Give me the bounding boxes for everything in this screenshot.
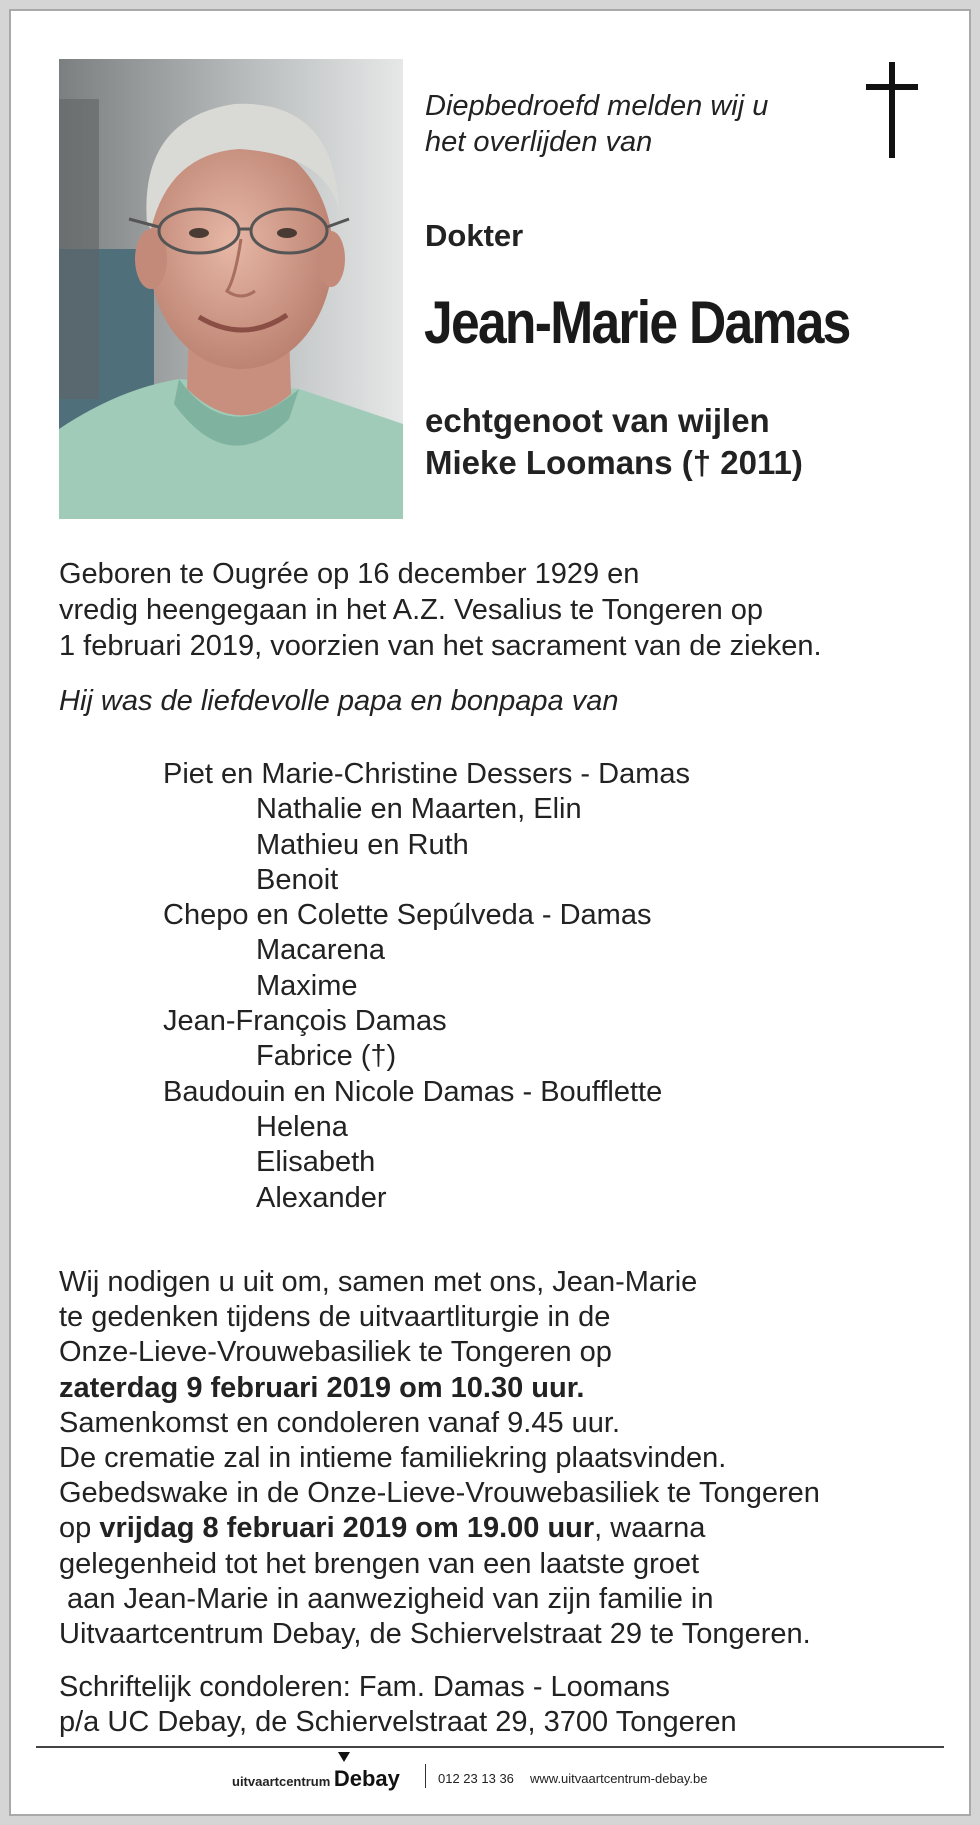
child-name: Chepo en Colette Sepúlveda - Damas bbox=[163, 899, 652, 932]
spouse-line: echtgenoot van wijlen bbox=[425, 402, 770, 439]
funeral-line: aan Jean-Marie in aanwezigheid van zijn familie in bbox=[59, 1582, 714, 1615]
funeral-line: De crematie zal in intieme familiekring plaatsvinden. bbox=[59, 1442, 727, 1475]
grandchild-name: Macarena bbox=[256, 934, 385, 967]
vigil-date: vrijdag 8 februari 2019 om 19.00 uur bbox=[99, 1512, 595, 1545]
birth-paragraph bbox=[59, 556, 822, 664]
funeral-line: te gedenken tijdens de uitvaartliturgie in de bbox=[59, 1301, 611, 1334]
funeral-line: gelegenheid tot het brengen van een laatste groet bbox=[59, 1547, 700, 1580]
grandchild-name: Elisabeth bbox=[256, 1146, 376, 1179]
grandchild-name: Benoit bbox=[256, 863, 339, 896]
condolence-paragraph bbox=[59, 1670, 737, 1740]
funeral-line: Onze-Lieve-Vrouwebasiliek te Tongeren op bbox=[59, 1336, 612, 1369]
grandchild-name: Mathieu en Ruth bbox=[256, 828, 469, 861]
portrait-photo bbox=[59, 59, 403, 519]
grandchild-name: Helena bbox=[256, 1110, 348, 1143]
footer-phone: 012 23 13 36 bbox=[438, 1771, 514, 1786]
brand-logo bbox=[232, 1766, 400, 1792]
vigil-prefix: op bbox=[59, 1512, 100, 1545]
child-name: Baudouin en Nicole Damas - Boufflette bbox=[163, 1075, 663, 1108]
child-name: Jean-François Damas bbox=[163, 1005, 447, 1038]
footer-divider bbox=[36, 1746, 944, 1748]
grandchild-name: Maxime bbox=[256, 969, 358, 1002]
family-list bbox=[0, 757, 690, 1216]
funeral-line: Uitvaartcentrum Debay, de Schiervelstraat 29 te Tongeren. bbox=[59, 1618, 811, 1651]
footer bbox=[0, 1756, 980, 1796]
footer-website[interactable]: www.uitvaartcentrum-debay.be bbox=[530, 1771, 708, 1786]
birth-line: 1 februari 2019, voorzien van het sacrament van de zieken. bbox=[59, 630, 822, 662]
vigil-suffix: , waarna bbox=[594, 1512, 706, 1545]
funeral-line: Gebedswake in de Onze-Lieve-Vrouwebasiliek te Tongeren bbox=[59, 1477, 820, 1510]
deceased-title: Dokter bbox=[425, 218, 524, 253]
grandchild-name: Fabrice (†) bbox=[256, 1040, 397, 1073]
birth-line: Geboren te Ougrée op 16 december 1929 en bbox=[59, 558, 640, 590]
condolence-line: p/a UC Debay, de Schiervelstraat 29, 3700 Tongeren bbox=[59, 1706, 737, 1738]
grandchild-name: Alexander bbox=[256, 1181, 387, 1214]
cross-icon bbox=[862, 62, 922, 162]
condolence-line: Schriftelijk condoleren: Fam. Damas - Loomans bbox=[59, 1671, 670, 1703]
spouse-line: Mieke Loomans († 2011) bbox=[425, 444, 803, 481]
family-intro: Hij was de liefdevolle papa en bonpapa van bbox=[59, 685, 619, 717]
birth-line: vredig heengegaan in het A.Z. Vesalius te Tongeren op bbox=[59, 594, 764, 626]
spouse-text bbox=[425, 400, 803, 484]
brand-big: Debay bbox=[333, 1766, 400, 1791]
intro-line: Diepbedroefd melden wij u bbox=[425, 90, 769, 122]
funeral-date bbox=[59, 1371, 820, 1406]
footer-separator bbox=[425, 1764, 426, 1788]
vigil-line bbox=[59, 1511, 820, 1546]
funeral-line: Samenkomst en condoleren vanaf 9.45 uur. bbox=[59, 1406, 621, 1439]
child-name: Piet en Marie-Christine Dessers - Damas bbox=[163, 758, 690, 790]
brand-small: uitvaartcentrum bbox=[232, 1774, 331, 1789]
funeral-date-text: zaterdag 9 februari 2019 om 10.30 uur. bbox=[59, 1371, 585, 1404]
triangle-icon bbox=[338, 1752, 350, 1762]
funeral-paragraph bbox=[59, 1265, 820, 1652]
deceased-name: Jean-Marie Damas bbox=[424, 289, 850, 356]
intro-text bbox=[425, 88, 768, 160]
intro-line: het overlijden van bbox=[425, 126, 653, 158]
grandchild-name: Nathalie en Maarten, Elin bbox=[256, 793, 582, 826]
funeral-line: Wij nodigen u uit om, samen met ons, Jean-Marie bbox=[59, 1266, 698, 1298]
